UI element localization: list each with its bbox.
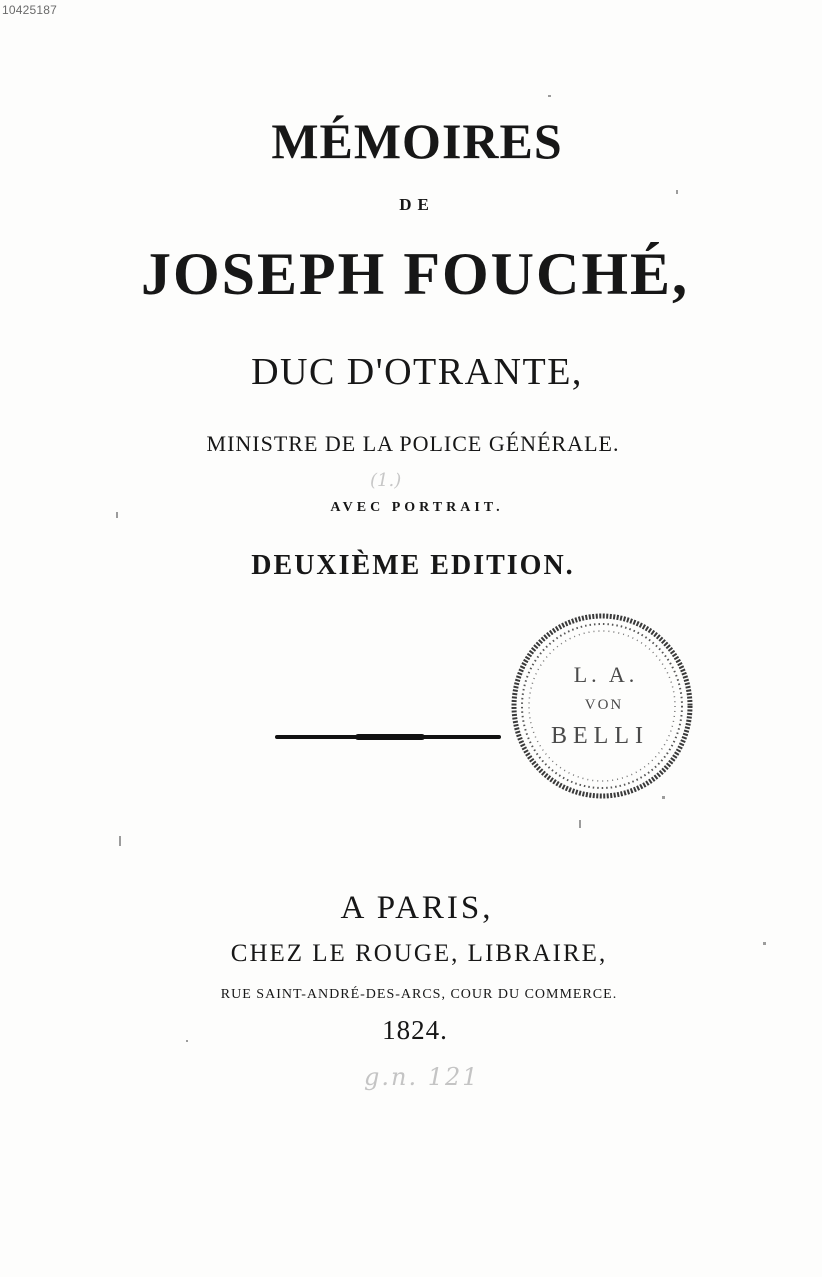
paper-speck: [579, 820, 581, 828]
stamp-line-3: BELLI: [551, 723, 649, 749]
imprint-publisher: CHEZ LE ROUGE, LIBRAIRE,: [230, 940, 608, 967]
stamp-line-2: VON: [584, 697, 624, 713]
imprint-address: RUE SAINT-ANDRÉ-DES-ARCS, COUR DU COMMERCE.: [220, 987, 618, 1002]
paper-speck: [676, 190, 678, 194]
paper-speck: [116, 512, 118, 518]
pencil-annotation: (1.): [370, 470, 402, 491]
stamp-line-1: L. A.: [573, 662, 639, 687]
scan-id-label: 10425187: [2, 3, 57, 17]
shelf-mark-annotation: g.n. 121: [364, 1063, 480, 1091]
paper-speck: [119, 836, 121, 846]
library-stamp: [508, 610, 696, 802]
edition-statement: DEUXIÈME EDITION.: [251, 550, 575, 581]
paper-speck: [763, 942, 766, 945]
decorative-rule: [275, 735, 501, 739]
imprint-year: 1824.: [382, 1015, 448, 1045]
author-office: MINISTRE DE LA POLICE GÉNÉRALE.: [206, 431, 620, 456]
stamp-seal-icon: [508, 610, 696, 802]
book-title: MÉMOIRES: [271, 113, 563, 169]
paper-speck: [548, 95, 551, 97]
paper-speck: [186, 1040, 188, 1042]
paper-speck: [662, 796, 665, 799]
portrait-note: AVEC PORTRAIT.: [330, 500, 504, 515]
title-preposition: DE: [399, 195, 435, 214]
author-title-duc: DUC D'OTRANTE,: [251, 351, 583, 393]
author-name: JOSEPH FOUCHÉ,: [140, 241, 690, 307]
imprint-city: A PARIS,: [340, 890, 494, 926]
